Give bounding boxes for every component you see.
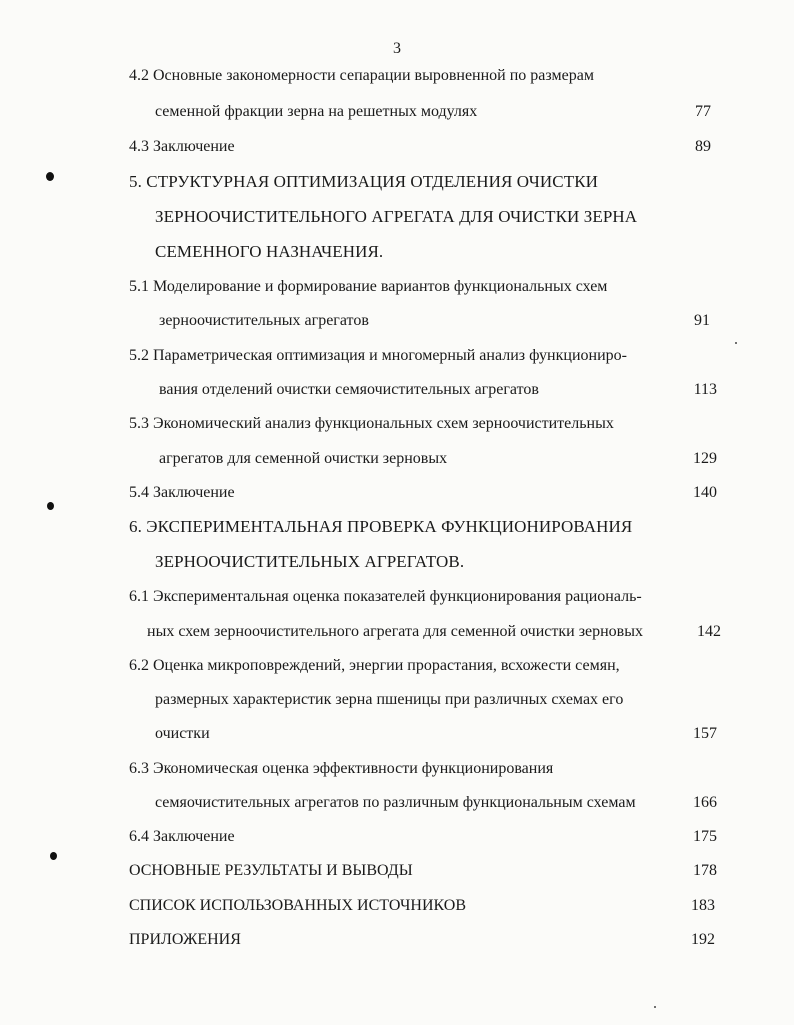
toc-line: ОСНОВНЫЕ РЕЗУЛЬТАТЫ И ВЫВОДЫ <box>129 862 413 879</box>
toc-page-number: 142 <box>697 623 721 640</box>
toc-line: 5.2 Параметрическая оптимизация и многомерный анализ функциониро- <box>129 347 627 364</box>
page-number: 3 <box>393 40 401 57</box>
toc-page-number: 183 <box>691 897 715 914</box>
toc-page-number: 192 <box>691 931 715 948</box>
toc-line: зерноочистительных агрегатов <box>159 312 369 329</box>
toc-line: семенной фракции зерна на решетных модулях <box>155 103 478 120</box>
toc-line: ных схем зерноочистительного агрегата для семенной очистки зерновых <box>147 623 643 640</box>
toc-line: 6.4 Заключение <box>129 828 235 845</box>
toc-page-number: 178 <box>693 862 717 879</box>
toc-line: семяочистительных агрегатов по различным функциональным схемам <box>155 794 636 811</box>
toc-line: СПИСОК ИСПОЛЬЗОВАННЫХ ИСТОЧНИКОВ <box>129 897 467 914</box>
toc-page-number: 140 <box>693 484 717 501</box>
binder-hole-mark <box>47 502 54 510</box>
binder-hole-mark <box>50 852 57 860</box>
toc-line: 4.2 Основные закономерности сепарации выровненной по размерам <box>129 67 594 84</box>
toc-line: ПРИЛОЖЕНИЯ <box>129 931 241 948</box>
toc-page-number: 129 <box>693 450 717 467</box>
toc-chapter-heading: 5. СТРУКТУРНАЯ ОПТИМИЗАЦИЯ ОТДЕЛЕНИЯ ОЧИСТКИ <box>129 172 599 191</box>
binder-hole-mark <box>46 172 54 181</box>
toc-line: очистки <box>155 725 210 742</box>
scan-speck <box>735 342 737 344</box>
toc-page-number: 77 <box>695 103 711 120</box>
toc-line: 5.1 Моделирование и формирование вариантов функциональных схем <box>129 278 608 295</box>
toc-page-number: 175 <box>693 828 717 845</box>
toc-chapter-heading: 6. ЭКСПЕРИМЕНТАЛЬНАЯ ПРОВЕРКА ФУНКЦИОНИРОВАНИЯ <box>129 517 633 536</box>
toc-line: 6.2 Оценка микроповреждений, энергии прорастания, всхожести семян, <box>129 657 620 674</box>
toc-line: 5.3 Экономический анализ функциональных схем зерноочистительных <box>129 415 614 432</box>
toc-line: размерных характеристик зерна пшеницы при различных схемах его <box>155 691 624 708</box>
scan-speck <box>654 1006 656 1008</box>
toc-page-number: 113 <box>693 381 717 398</box>
toc-line: 6.3 Экономическая оценка эффективности функционирования <box>129 760 554 777</box>
toc-chapter-heading: ЗЕРНООЧИСТИТЕЛЬНОГО АГРЕГАТА ДЛЯ ОЧИСТКИ ЗЕРНА <box>155 207 638 226</box>
toc-line: агрегатов для семенной очистки зерновых <box>159 450 448 467</box>
toc-chapter-heading: ЗЕРНООЧИСТИТЕЛЬНЫХ АГРЕГАТОВ. <box>155 552 465 571</box>
toc-page-number: 157 <box>693 725 717 742</box>
toc-chapter-heading: СЕМЕННОГО НАЗНАЧЕНИЯ. <box>155 242 384 261</box>
toc-page-number: 89 <box>695 138 711 155</box>
toc-line: 5.4 Заключение <box>129 484 235 501</box>
toc-line: вания отделений очистки семяочистительных агрегатов <box>159 381 539 398</box>
toc-line: 4.3 Заключение <box>129 138 235 155</box>
toc-page-number: 91 <box>694 312 710 329</box>
toc-line: 6.1 Экспериментальная оценка показателей функционирования рациональ- <box>129 588 642 605</box>
toc-page-number: 166 <box>693 794 717 811</box>
